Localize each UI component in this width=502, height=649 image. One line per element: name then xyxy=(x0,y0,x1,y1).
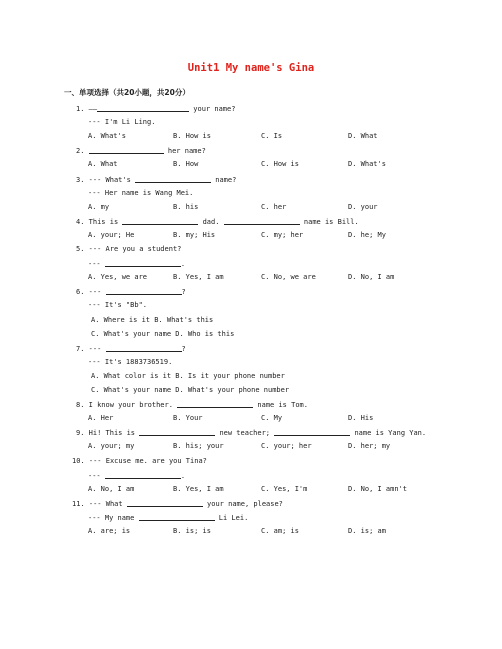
option-c[interactable]: C. your; her xyxy=(261,442,312,451)
question-number: 8. xyxy=(76,401,85,410)
option-d[interactable]: D. her; my xyxy=(348,442,391,451)
answer-line xyxy=(88,118,155,127)
question-text: --- Excuse me. are you Tina? xyxy=(88,456,207,465)
option-b[interactable]: B. my; His xyxy=(173,230,216,239)
answer-blank[interactable] xyxy=(122,217,198,225)
question-stem xyxy=(76,146,206,156)
answer-text: --- xyxy=(88,471,105,480)
question-stem xyxy=(76,400,308,410)
option-a[interactable]: A. Yes, we are xyxy=(88,273,148,282)
option-b[interactable]: B. How xyxy=(173,160,199,169)
answer-blank[interactable] xyxy=(89,146,164,154)
answer-line xyxy=(88,358,172,367)
option-a[interactable]: A. your; my xyxy=(88,442,135,451)
answer-blank[interactable] xyxy=(135,175,211,183)
answer-text: . xyxy=(180,471,186,480)
answer-line xyxy=(88,513,248,523)
option-d[interactable]: D. your xyxy=(348,202,378,211)
option-c[interactable]: C. No, we are xyxy=(261,273,316,282)
option-d[interactable]: D. No, I am xyxy=(348,273,395,282)
option-b[interactable]: B. Yes, I am xyxy=(173,273,224,282)
question-text: name is Tom. xyxy=(253,401,308,410)
option-row[interactable]: C. What's your name D. What's your phone number xyxy=(91,386,290,394)
question-text: your name, please? xyxy=(202,499,283,508)
answer-line xyxy=(88,301,147,310)
answer-blank[interactable] xyxy=(106,287,182,295)
option-c[interactable]: C. Is xyxy=(261,132,283,141)
option-row[interactable]: A. What color is it B. Is it your phone number xyxy=(91,371,285,380)
question-text: I know your brother. xyxy=(88,401,178,410)
option-c[interactable]: C. my; her xyxy=(261,230,304,239)
question-text: This is xyxy=(88,217,123,226)
answer-text: --- Her name is Wang Mei. xyxy=(88,188,194,197)
option-a[interactable]: A. No, I am xyxy=(88,484,135,493)
question-text: name is Bill. xyxy=(299,217,359,226)
option-b[interactable]: B. his; your xyxy=(173,442,224,451)
question-number: 9. xyxy=(76,429,85,438)
question-stem xyxy=(72,499,283,509)
answer-blank[interactable] xyxy=(106,344,182,352)
question-text: name? xyxy=(211,175,237,184)
option-b[interactable]: B. How is xyxy=(173,132,211,141)
question-text: --- xyxy=(88,344,106,353)
question-text: --- What's xyxy=(88,175,136,184)
question-stem xyxy=(76,245,181,254)
answer-blank[interactable] xyxy=(224,217,300,225)
answer-text: --- xyxy=(88,260,105,269)
option-d[interactable]: D. is; am xyxy=(348,527,386,535)
answer-line xyxy=(88,259,185,269)
answer-blank[interactable] xyxy=(127,499,203,507)
option-d[interactable]: D. What xyxy=(348,132,378,141)
answer-line xyxy=(88,189,193,198)
question-text: your name? xyxy=(189,105,236,113)
option-d[interactable]: D. What's xyxy=(348,160,386,169)
question-text: name is Yang Yan. xyxy=(350,429,427,438)
option-c[interactable]: C. My xyxy=(261,414,283,423)
question-number: 5. xyxy=(76,245,85,253)
option-row[interactable]: A. Where is it B. What's this xyxy=(91,315,214,324)
option-c[interactable]: C. How is xyxy=(261,160,299,169)
option-a[interactable]: A. my xyxy=(88,202,110,211)
option-a[interactable]: A. What's xyxy=(88,132,126,141)
question-text: dad. xyxy=(198,217,224,226)
option-c[interactable]: C. am; is xyxy=(261,527,299,535)
option-row[interactable]: C. What's your name D. Who is this xyxy=(91,329,235,338)
question-stem xyxy=(76,428,426,438)
question-text: her name? xyxy=(163,147,206,156)
option-b[interactable]: B. Yes, I am xyxy=(173,484,224,493)
option-b[interactable]: B. his xyxy=(173,202,199,211)
answer-blank[interactable] xyxy=(139,428,215,436)
question-number: 6. xyxy=(76,288,85,297)
question-number: 1. xyxy=(76,105,85,113)
option-b[interactable]: B. Your xyxy=(173,414,203,423)
section-heading: 一、单项选择（共20小题，共20分） xyxy=(64,88,190,97)
answer-text: --- It's 1883736519. xyxy=(88,357,173,366)
question-stem xyxy=(72,457,207,466)
question-number: 11. xyxy=(72,499,85,508)
question-number: 3. xyxy=(76,175,85,184)
option-c[interactable]: C. Yes, I'm xyxy=(261,484,308,493)
answer-text: Li Lei. xyxy=(214,513,249,522)
option-b[interactable]: B. is; is xyxy=(173,527,211,535)
answer-line xyxy=(88,471,185,481)
question-text: --- What xyxy=(88,499,127,508)
question-number: 10. xyxy=(72,456,85,465)
answer-blank[interactable] xyxy=(97,104,189,112)
answer-text: --- It's "Bb". xyxy=(88,301,148,310)
option-d[interactable]: D. No, I amn't xyxy=(348,484,408,493)
question-number: 4. xyxy=(76,217,85,226)
question-stem xyxy=(76,217,359,227)
answer-text: --- I'm Li Ling. xyxy=(88,118,156,127)
question-text: new teacher; xyxy=(215,429,275,438)
option-a[interactable]: A. What xyxy=(88,160,118,169)
option-d[interactable]: D. he; My xyxy=(348,230,386,239)
question-number: 7. xyxy=(76,344,85,353)
question-text: --- Are you a student? xyxy=(88,245,182,253)
question-stem xyxy=(76,175,236,185)
option-a[interactable]: A. Her xyxy=(88,414,114,423)
question-text: --- xyxy=(88,288,106,297)
answer-blank[interactable] xyxy=(274,428,350,436)
question-text: Hi! This is xyxy=(88,429,140,438)
option-d[interactable]: D. His xyxy=(348,414,374,423)
answer-text: --- My name xyxy=(88,513,139,522)
question-stem xyxy=(76,344,186,354)
question-text: ? xyxy=(181,288,186,297)
question-number: 2. xyxy=(76,147,85,156)
question-text: —— xyxy=(88,105,98,113)
option-a[interactable]: A. your; He xyxy=(88,230,135,239)
answer-blank[interactable] xyxy=(139,513,215,521)
answer-text: . xyxy=(180,260,186,269)
option-a[interactable]: A. are; is xyxy=(88,527,131,535)
question-stem xyxy=(76,287,186,297)
question-stem xyxy=(76,104,235,114)
page-title: Unit1 My name's Gina xyxy=(187,62,315,74)
question-text: ? xyxy=(181,344,186,353)
answer-blank[interactable] xyxy=(177,400,253,408)
answer-blank[interactable] xyxy=(105,471,181,479)
option-c[interactable]: C. her xyxy=(261,202,287,211)
answer-blank[interactable] xyxy=(105,259,181,267)
